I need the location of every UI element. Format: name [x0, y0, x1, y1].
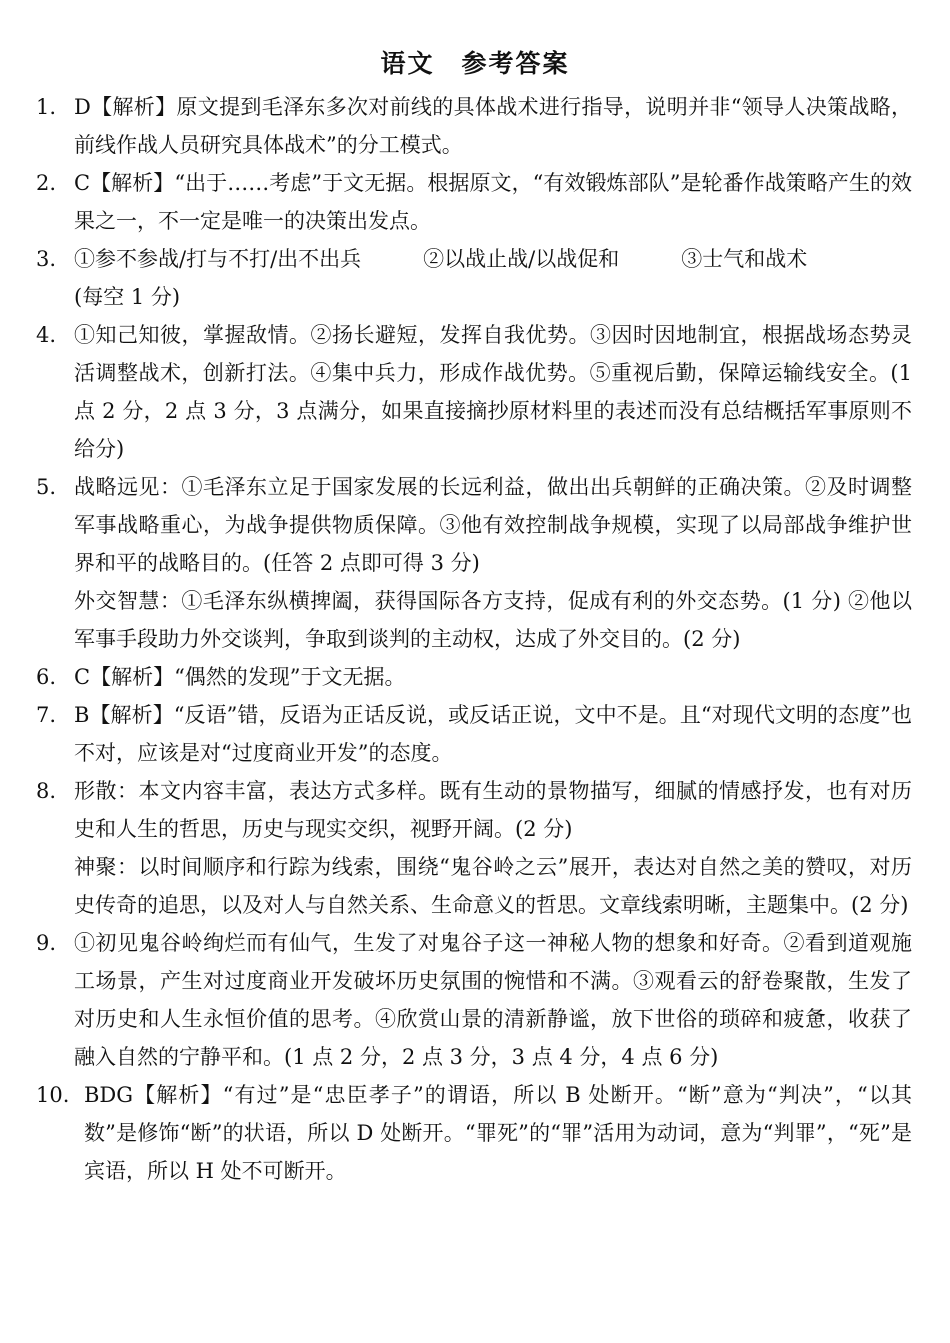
answer-item-3: [36, 240, 912, 316]
answer-item-7: [36, 696, 912, 772]
answer-text: C【解析】“出于……考虑”于文无据。根据原文，“有效锻炼部队”是轮番作战策略产生的效果之一，不一定是唯一的决策出发点。: [74, 171, 912, 233]
item-number: 6.: [36, 665, 57, 689]
item-content: [74, 468, 912, 658]
score-note: (每空 1 分): [74, 285, 181, 309]
item-content: [74, 240, 912, 316]
answer-item-5: [36, 468, 912, 658]
item-number: 9.: [36, 931, 57, 955]
answer-line: [74, 240, 912, 278]
item-number: 5.: [36, 475, 57, 499]
item-content: [74, 658, 912, 696]
item-number: 10.: [36, 1083, 70, 1107]
answer-text: B【解析】“反语”错，反语为正话反说，或反话正说，文中不是。且“对现代文明的态度”也不对，应该是对“过度商业开发”的态度。: [74, 703, 912, 765]
item-number: 8.: [36, 779, 57, 803]
item-content: [74, 924, 912, 1076]
answer-list: [36, 88, 912, 1286]
answer-text-diplomacy: 外交智慧：①毛泽东纵横捭阖，获得国际各方支持，促成有利的外交态势。(1 分) ②他以军事手段助力外交谈判，争取到谈判的主动权，达成了外交目的。(2 分): [74, 589, 912, 651]
answer-text: ①知己知彼，掌握敌情。②扬长避短，发挥自我优势。③因时因地制宜，根据战场态势灵活调整战术，创新打法。④集中兵力，形成作战优势。⑤重视后勤，保障运输线安全。(1 点 2 分，2 点 3 分，3 点满分，如果直接摘抄原材料里的表述而没有总结概括军事原则不给分): [74, 323, 912, 461]
answer-item-2: [36, 164, 912, 240]
answer-item-6: [36, 658, 912, 696]
page-title: 语文 参考答案: [380, 49, 570, 78]
answer-text-spirit: 神聚：以时间顺序和行踪为线索，围绕“鬼谷岭之云”展开，表达对自然之美的赞叹，对历史传奇的追思，以及对人与自然关系、生命意义的哲思。文章线索明晰，主题集中。(2 分): [74, 855, 912, 917]
answer-item-10: [36, 1076, 912, 1190]
item-content: [84, 1076, 912, 1190]
answer-item-9: [36, 924, 912, 1076]
item-content: [74, 164, 912, 240]
answer-blank-3: ③士气和战术: [681, 247, 808, 271]
item-number: 4.: [36, 323, 57, 347]
item-content: [74, 88, 912, 164]
item-number: 7.: [36, 703, 57, 727]
answer-blank-1: ①参不参战/打与不打/出不出兵: [74, 247, 362, 271]
answer-text: D【解析】原文提到毛泽东多次对前线的具体战术进行指导，说明并非“领导人决策战略，前线作战人员研究具体战术”的分工模式。: [74, 95, 912, 157]
answer-text-form: 形散：本文内容丰富，表达方式多样。既有生动的景物描写，细腻的情感抒发，也有对历史和人生的哲思，历史与现实交织，视野开阔。(2 分): [74, 779, 912, 841]
answer-text: ①初见鬼谷岭绚烂而有仙气，生发了对鬼谷子这一神秘人物的想象和好奇。②看到道观施工场景，产生对过度商业开发破坏历史氛围的惋惜和不满。③观看云的舒卷聚散，生发了对历史和人生永恒价值的思考。④欣赏山景的清新静谧，放下世俗的琐碎和疲惫，收获了融入自然的宁静平和。(1 点 2 分，2 点 3 分，3 点 4 分，4 点 6 分): [74, 931, 912, 1069]
item-number: 2.: [36, 171, 57, 195]
answer-blank-2: ②以战止战/以战促和: [423, 247, 620, 271]
item-number: 1.: [36, 95, 57, 119]
item-content: [74, 316, 912, 468]
answer-text: BDG【解析】“有过”是“忠臣孝子”的谓语，所以 B 处断开。“断”意为“判决”，“以其数”是修饰“断”的状语，所以 D 处断开。“罪死”的“罪”活用为动词，意为“判罪”，“死”是宾语，所以 H 处不可断开。: [84, 1083, 912, 1183]
item-content: [74, 772, 912, 924]
answer-text-strategy: 战略远见：①毛泽东立足于国家发展的长远利益，做出出兵朝鲜的正确决策。②及时调整军事战略重心，为战争提供物质保障。③他有效控制战争规模，实现了以局部战争维护世界和平的战略目的。(任答 2 点即可得 3 分): [74, 475, 912, 575]
answer-item-4: [36, 316, 912, 468]
answer-text: C【解析】“偶然的发现”于文无据。: [74, 665, 406, 689]
item-content: [74, 696, 912, 772]
answer-item-8: [36, 772, 912, 924]
answer-item-1: [36, 88, 912, 164]
item-number: 3.: [36, 247, 57, 271]
